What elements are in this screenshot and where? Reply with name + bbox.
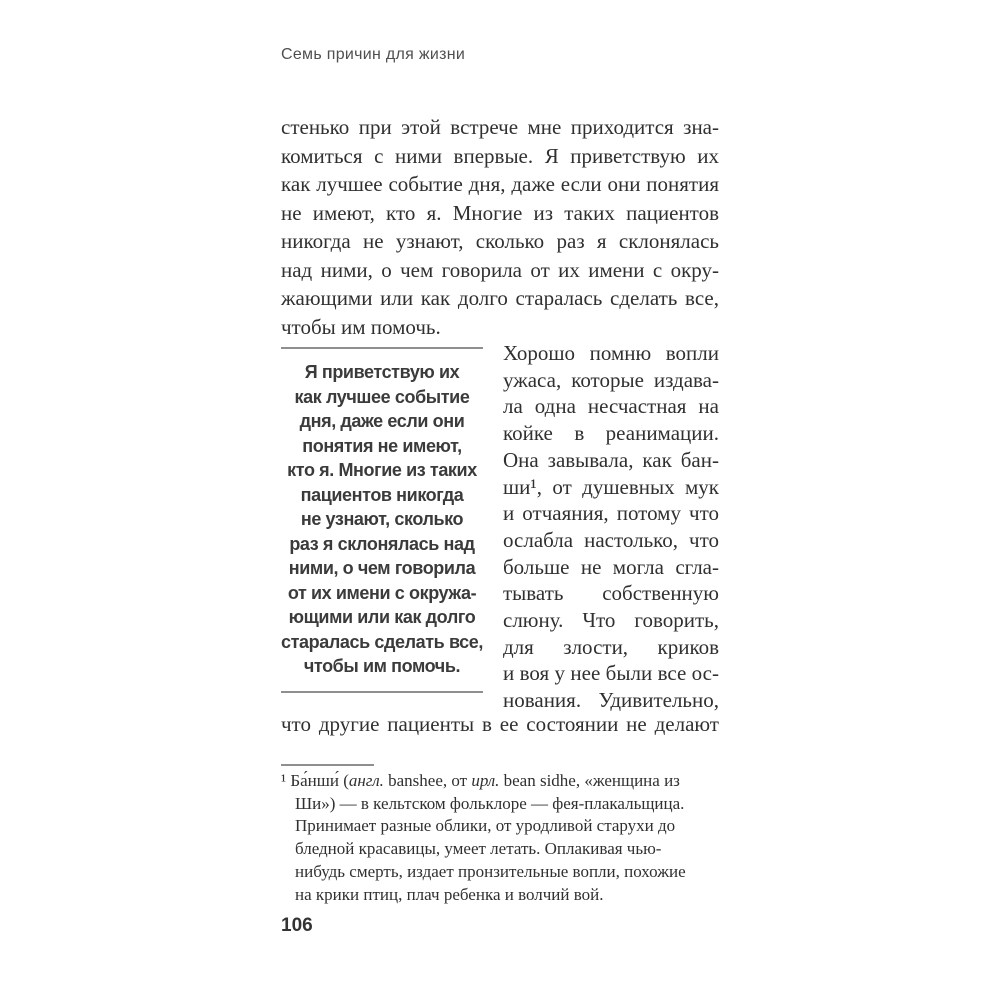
column-line: больше не могла сгла- (503, 554, 719, 579)
footnote-text-segment: banshee, от (383, 771, 472, 790)
pull-quote-line: от их имени с окружа- (287, 582, 477, 603)
page-number: 106 (281, 915, 313, 936)
footnote-line: на крики птиц, плач ребенка и волчий вой. (295, 884, 604, 904)
column-line: и отчаяния, потому что (503, 501, 719, 526)
pull-quote-line: понятия не имеют, (302, 435, 462, 456)
pull-quote (281, 347, 483, 693)
column-line: койке в реанимации. (503, 421, 719, 446)
footnote-text-segment: ¹ Ба́нши́ ( (281, 771, 349, 790)
paragraph-line: жающими или как долго старалась сделать все, (281, 286, 719, 310)
footnote-text-segment: ирл. (471, 771, 500, 790)
column-line: ла одна несчастная на (503, 394, 719, 419)
footnote-line: Ши») — в кельтском фольклоре — фея-плакальщица. (295, 793, 685, 813)
footnote-line: бледной красавицы, умеет летать. Оплакивая чью- (295, 839, 662, 859)
paragraph-line: не имеют, кто я. Многие из таких пациентов (281, 200, 719, 225)
footnote (281, 770, 719, 906)
pull-quote-line: ними, о чем говорила (288, 558, 476, 578)
column-line: нования. Удивительно, (503, 688, 719, 713)
footnote-separator (281, 764, 374, 766)
paragraph-line: никогда не узнают, сколько раз я склонялась (281, 229, 719, 253)
column-line: Хорошо помню вопли (503, 341, 719, 365)
footnote-text-segment: англ. (348, 771, 384, 790)
column-line: и воя у нее были все ос- (503, 661, 719, 686)
column-line: тывать собственную (503, 581, 719, 606)
column-line: для злости, криков (503, 634, 719, 659)
pull-quote-line: чтобы им помочь. (303, 656, 461, 676)
column-line: Она завывала, как бан- (503, 447, 719, 472)
column-line: ши¹, от душевных мук (503, 474, 719, 499)
footnote-line: Принимает разные облики, от уродливой старухи до (295, 816, 676, 836)
pull-quote-line: как лучшее событие (294, 386, 470, 407)
paragraph-line: комиться с ними впервые. Я приветствую их (281, 143, 719, 168)
pull-quote-line: ющими или как долго (288, 607, 476, 627)
paragraph-line: как лучшее событие дня, даже если они понятия (281, 172, 719, 196)
continuation-line: что другие пациенты в ее состоянии не делают (281, 712, 719, 736)
column-line: слюну. Что говорить, (503, 608, 719, 633)
paragraph-line: чтобы им помочь. (281, 314, 441, 339)
paragraph-line: стенько при этой встрече мне приходится зна- (281, 115, 719, 139)
column-line: ужаса, которые издава- (503, 367, 719, 392)
pull-quote-line: старалась сделать все, (281, 631, 483, 652)
paragraph-line: над ними, о чем говорила от их имени с окру- (281, 257, 719, 282)
pull-quote-line: раз я склонялась над (289, 533, 475, 554)
pull-quote-line: Я приветствую их (304, 362, 460, 382)
footnote-line (281, 770, 719, 793)
running-header: Семь причин для жизни (281, 46, 466, 63)
pull-quote-line: кто я. Многие из таких (287, 460, 477, 480)
footnote-line: нибудь смерть, издает пронзительные вопли, похожие (295, 861, 686, 881)
footnote-text-segment: bean sidhe, «женщина из (499, 771, 680, 790)
pull-quote-line: не узнают, сколько (300, 509, 464, 529)
column-line: ослабла настолько, что (503, 527, 719, 552)
pull-quote-line: пациентов никогда (300, 484, 464, 505)
pull-quote-line: дня, даже если они (299, 411, 465, 431)
opening-paragraph (281, 113, 719, 341)
right-text-column (503, 340, 719, 714)
